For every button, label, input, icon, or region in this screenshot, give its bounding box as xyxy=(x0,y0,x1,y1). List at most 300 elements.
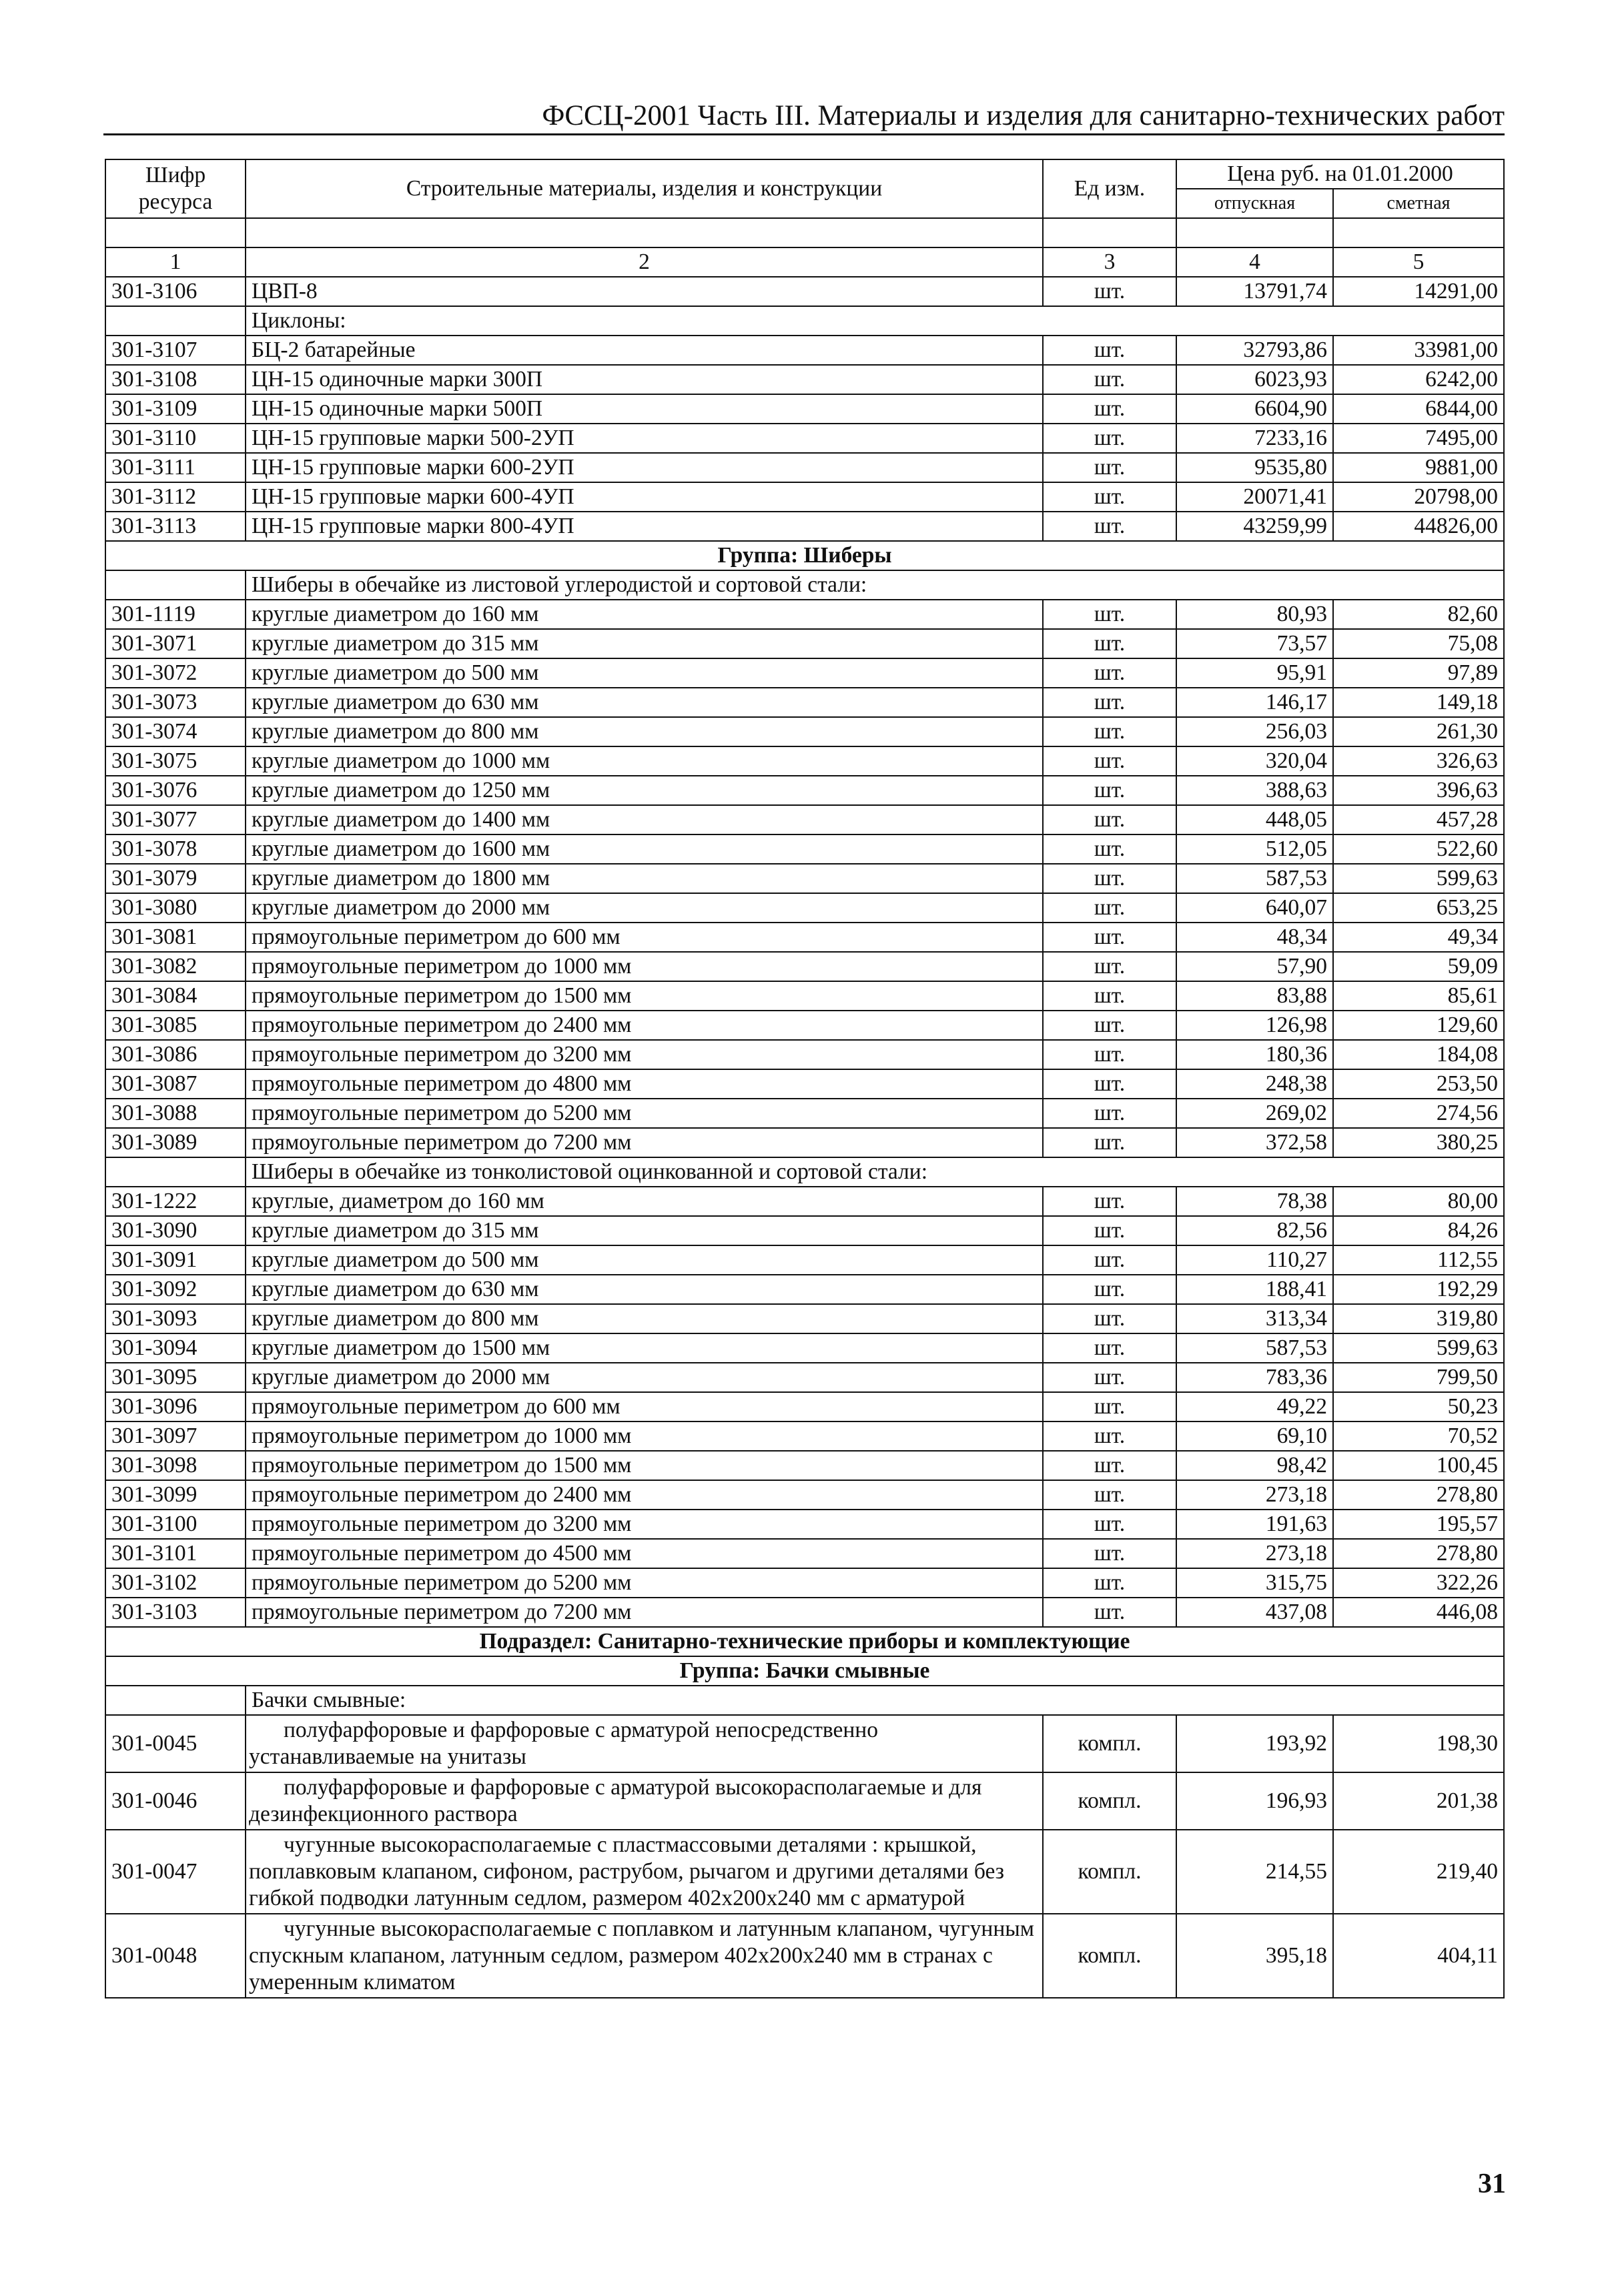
material-name: круглые диаметром до 630 мм xyxy=(246,1275,1043,1304)
resource-code: 301-3074 xyxy=(105,717,246,746)
price-estimate: 253,50 xyxy=(1333,1069,1504,1099)
resource-code: 301-3088 xyxy=(105,1099,246,1128)
resource-code: 301-3108 xyxy=(105,365,246,394)
table-row xyxy=(105,1011,1504,1040)
price-estimate: 326,63 xyxy=(1333,746,1504,776)
column-numbers-row xyxy=(105,247,1504,277)
price-release: 20071,41 xyxy=(1176,482,1333,512)
empty-cell xyxy=(105,570,246,600)
price-estimate: 50,23 xyxy=(1333,1392,1504,1421)
unit: шт. xyxy=(1043,365,1176,394)
section-title: Подраздел: Санитарно-технические приборы и комплектующие xyxy=(105,1627,1504,1656)
unit: шт. xyxy=(1043,923,1176,952)
material-name: круглые диаметром до 1800 мм xyxy=(246,864,1043,893)
header-name: Строительные материалы, изделия и конструкции xyxy=(246,159,1043,218)
table-row xyxy=(105,1304,1504,1333)
unit: шт. xyxy=(1043,482,1176,512)
unit: шт. xyxy=(1043,512,1176,541)
unit: шт. xyxy=(1043,1363,1176,1392)
unit: шт. xyxy=(1043,952,1176,981)
price-release: 9535,80 xyxy=(1176,453,1333,482)
material-name: прямоугольные периметром до 5200 мм xyxy=(246,1568,1043,1598)
price-estimate: 261,30 xyxy=(1333,717,1504,746)
group-title: Группа: Шиберы xyxy=(105,541,1504,570)
price-estimate: 84,26 xyxy=(1333,1216,1504,1245)
table-row xyxy=(105,746,1504,776)
material-name: круглые диаметром до 315 мм xyxy=(246,629,1043,658)
material-name: ЦН-15 групповые марки 800-4УП xyxy=(246,512,1043,541)
material-name: прямоугольные периметром до 1500 мм xyxy=(246,981,1043,1011)
unit: шт. xyxy=(1043,1598,1176,1627)
empty-cell xyxy=(105,306,246,336)
price-release: 320,04 xyxy=(1176,746,1333,776)
price-estimate: 70,52 xyxy=(1333,1421,1504,1451)
unit: шт. xyxy=(1043,1011,1176,1040)
resource-code: 301-3107 xyxy=(105,336,246,365)
material-name: круглые диаметром до 800 мм xyxy=(246,717,1043,746)
price-release: 57,90 xyxy=(1176,952,1333,981)
resource-code: 301-3101 xyxy=(105,1539,246,1568)
price-release: 7233,16 xyxy=(1176,424,1333,453)
header-code: Шифр ресурса xyxy=(105,159,246,218)
material-name: круглые, диаметром до 160 мм xyxy=(246,1187,1043,1216)
resource-code: 301-3100 xyxy=(105,1510,246,1539)
price-release: 193,92 xyxy=(1176,1715,1333,1772)
col-number: 4 xyxy=(1176,247,1333,277)
table-row xyxy=(105,1275,1504,1304)
price-estimate: 198,30 xyxy=(1333,1715,1504,1772)
resource-code: 301-3096 xyxy=(105,1392,246,1421)
resource-code: 301-1222 xyxy=(105,1187,246,1216)
price-release: 48,34 xyxy=(1176,923,1333,952)
material-name: круглые диаметром до 315 мм xyxy=(246,1216,1043,1245)
table-row xyxy=(105,600,1504,629)
price-estimate: 80,00 xyxy=(1333,1187,1504,1216)
header-price-group: Цена руб. на 01.01.2000 xyxy=(1176,159,1504,189)
material-name: ЦН-15 одиночные марки 300П xyxy=(246,365,1043,394)
unit: шт. xyxy=(1043,1275,1176,1304)
material-name: круглые диаметром до 500 мм xyxy=(246,1245,1043,1275)
resource-code: 301-0047 xyxy=(105,1830,246,1914)
table-row xyxy=(105,981,1504,1011)
resource-code: 301-3087 xyxy=(105,1069,246,1099)
price-release: 196,93 xyxy=(1176,1772,1333,1830)
table-row xyxy=(105,1568,1504,1598)
material-name: чугунные высокорасполагаемые с поплавком и латунным клапаном, чугунным спускным клапаном, латунным седлом, размером 402х200х240 мм в странах с умеренным климатом xyxy=(246,1914,1043,1998)
price-estimate: 112,55 xyxy=(1333,1245,1504,1275)
table-row xyxy=(105,1363,1504,1392)
price-release: 6023,93 xyxy=(1176,365,1333,394)
resource-code: 301-3089 xyxy=(105,1128,246,1157)
unit: шт. xyxy=(1043,893,1176,923)
material-name: прямоугольные периметром до 7200 мм xyxy=(246,1598,1043,1627)
table-row xyxy=(105,1187,1504,1216)
material-name: прямоугольные периметром до 3200 мм xyxy=(246,1510,1043,1539)
unit: шт. xyxy=(1043,1099,1176,1128)
price-estimate: 522,60 xyxy=(1333,834,1504,864)
unit: шт. xyxy=(1043,453,1176,482)
material-name: круглые диаметром до 1500 мм xyxy=(246,1333,1043,1363)
price-estimate: 59,09 xyxy=(1333,952,1504,981)
unit: шт. xyxy=(1043,1568,1176,1598)
price-estimate: 82,60 xyxy=(1333,600,1504,629)
price-release: 512,05 xyxy=(1176,834,1333,864)
price-estimate: 44826,00 xyxy=(1333,512,1504,541)
subheading: Бачки смывные: xyxy=(246,1686,1504,1715)
table-row xyxy=(105,893,1504,923)
unit: шт. xyxy=(1043,1216,1176,1245)
subheading-row xyxy=(105,306,1504,336)
resource-code: 301-3077 xyxy=(105,805,246,834)
price-estimate: 85,61 xyxy=(1333,981,1504,1011)
table-row xyxy=(105,923,1504,952)
subheading: Циклоны: xyxy=(246,306,1504,336)
resource-code: 301-3080 xyxy=(105,893,246,923)
resource-code: 301-0045 xyxy=(105,1715,246,1772)
price-release: 180,36 xyxy=(1176,1040,1333,1069)
price-estimate: 184,08 xyxy=(1333,1040,1504,1069)
resource-code: 301-3075 xyxy=(105,746,246,776)
price-release: 188,41 xyxy=(1176,1275,1333,1304)
unit: шт. xyxy=(1043,336,1176,365)
price-release: 80,93 xyxy=(1176,600,1333,629)
table-row xyxy=(105,453,1504,482)
unit: шт. xyxy=(1043,1187,1176,1216)
unit: шт. xyxy=(1043,717,1176,746)
price-estimate: 49,34 xyxy=(1333,923,1504,952)
price-estimate: 278,80 xyxy=(1333,1480,1504,1510)
material-name: круглые диаметром до 500 мм xyxy=(246,658,1043,688)
price-estimate: 97,89 xyxy=(1333,658,1504,688)
material-name: прямоугольные периметром до 5200 мм xyxy=(246,1099,1043,1128)
unit: компл. xyxy=(1043,1914,1176,1998)
section-row xyxy=(105,1627,1504,1656)
table-row xyxy=(105,1245,1504,1275)
resource-code: 301-3110 xyxy=(105,424,246,453)
price-estimate: 195,57 xyxy=(1333,1510,1504,1539)
table-row xyxy=(105,277,1504,306)
unit: шт. xyxy=(1043,424,1176,453)
resource-code: 301-3111 xyxy=(105,453,246,482)
price-estimate: 129,60 xyxy=(1333,1011,1504,1040)
material-name: круглые диаметром до 800 мм xyxy=(246,1304,1043,1333)
material-name: круглые диаметром до 160 мм xyxy=(246,600,1043,629)
material-name: БЦ-2 батарейные xyxy=(246,336,1043,365)
material-name: прямоугольные периметром до 2400 мм xyxy=(246,1480,1043,1510)
resource-code: 301-3095 xyxy=(105,1363,246,1392)
unit: шт. xyxy=(1043,1128,1176,1157)
resource-code: 301-3099 xyxy=(105,1480,246,1510)
price-estimate: 14291,00 xyxy=(1333,277,1504,306)
price-estimate: 6242,00 xyxy=(1333,365,1504,394)
table-row xyxy=(105,688,1504,717)
price-estimate: 599,63 xyxy=(1333,1333,1504,1363)
unit: компл. xyxy=(1043,1830,1176,1914)
price-release: 315,75 xyxy=(1176,1568,1333,1598)
price-release: 78,38 xyxy=(1176,1187,1333,1216)
table-row xyxy=(105,1040,1504,1069)
material-name: круглые диаметром до 1000 мм xyxy=(246,746,1043,776)
material-name: прямоугольные периметром до 600 мм xyxy=(246,923,1043,952)
price-release: 32793,86 xyxy=(1176,336,1333,365)
price-release: 448,05 xyxy=(1176,805,1333,834)
col-number: 5 xyxy=(1333,247,1504,277)
table-row xyxy=(105,834,1504,864)
unit: шт. xyxy=(1043,1392,1176,1421)
price-release: 82,56 xyxy=(1176,1216,1333,1245)
price-release: 191,63 xyxy=(1176,1510,1333,1539)
table-row xyxy=(105,1772,1504,1830)
subheading-row xyxy=(105,570,1504,600)
price-release: 13791,74 xyxy=(1176,277,1333,306)
material-name: полуфарфоровые и фарфоровые с арматурой непосредственно устанавливаемые на унитазы xyxy=(246,1715,1043,1772)
resource-code: 301-3079 xyxy=(105,864,246,893)
price-table xyxy=(105,159,1505,1998)
price-estimate: 457,28 xyxy=(1333,805,1504,834)
resource-code: 301-3102 xyxy=(105,1568,246,1598)
unit: шт. xyxy=(1043,1333,1176,1363)
price-table-body xyxy=(105,159,1504,1998)
price-estimate: 319,80 xyxy=(1333,1304,1504,1333)
resource-code: 301-3106 xyxy=(105,277,246,306)
resource-code: 301-3072 xyxy=(105,658,246,688)
price-release: 69,10 xyxy=(1176,1421,1333,1451)
price-estimate: 274,56 xyxy=(1333,1099,1504,1128)
material-name: прямоугольные периметром до 3200 мм xyxy=(246,1040,1043,1069)
resource-code: 301-3076 xyxy=(105,776,246,805)
subheading-row xyxy=(105,1686,1504,1715)
table-row xyxy=(105,805,1504,834)
empty-cell xyxy=(105,1686,246,1715)
price-estimate: 380,25 xyxy=(1333,1128,1504,1157)
unit: шт. xyxy=(1043,1040,1176,1069)
header-unit: Ед изм. xyxy=(1043,159,1176,218)
price-release: 95,91 xyxy=(1176,658,1333,688)
price-estimate: 6844,00 xyxy=(1333,394,1504,424)
price-release: 372,58 xyxy=(1176,1128,1333,1157)
table-row xyxy=(105,336,1504,365)
price-release: 437,08 xyxy=(1176,1598,1333,1627)
table-row xyxy=(105,1715,1504,1772)
table-row xyxy=(105,482,1504,512)
resource-code: 301-3093 xyxy=(105,1304,246,1333)
table-row xyxy=(105,717,1504,746)
price-release: 98,42 xyxy=(1176,1451,1333,1480)
material-name: прямоугольные периметром до 1000 мм xyxy=(246,952,1043,981)
price-release: 146,17 xyxy=(1176,688,1333,717)
unit: шт. xyxy=(1043,834,1176,864)
material-name: чугунные высокорасполагаемые с пластмассовыми деталями : крышкой, поплавковым клапаном, сифоном, раструбом, рычагом и другими деталями без гибкой подводки латунным седлом, размером 402х200х240 мм с арматурой xyxy=(246,1830,1043,1914)
table-row xyxy=(105,1421,1504,1451)
price-release: 395,18 xyxy=(1176,1914,1333,1998)
page-header xyxy=(103,100,1505,135)
unit: шт. xyxy=(1043,1069,1176,1099)
resource-code: 301-3094 xyxy=(105,1333,246,1363)
resource-code: 301-3084 xyxy=(105,981,246,1011)
material-name: круглые диаметром до 1250 мм xyxy=(246,776,1043,805)
material-name: ЦН-15 групповые марки 500-2УП xyxy=(246,424,1043,453)
subheading-row xyxy=(105,1157,1504,1187)
unit: шт. xyxy=(1043,864,1176,893)
resource-code: 301-3112 xyxy=(105,482,246,512)
price-estimate: 404,11 xyxy=(1333,1914,1504,1998)
price-estimate: 201,38 xyxy=(1333,1772,1504,1830)
table-row xyxy=(105,1914,1504,1998)
price-estimate: 396,63 xyxy=(1333,776,1504,805)
price-release: 83,88 xyxy=(1176,981,1333,1011)
table-row xyxy=(105,1598,1504,1627)
header-price1: отпускная xyxy=(1176,189,1333,218)
unit: шт. xyxy=(1043,746,1176,776)
unit: шт. xyxy=(1043,981,1176,1011)
unit: шт. xyxy=(1043,1304,1176,1333)
price-estimate: 7495,00 xyxy=(1333,424,1504,453)
table-row xyxy=(105,365,1504,394)
unit: шт. xyxy=(1043,658,1176,688)
price-estimate: 100,45 xyxy=(1333,1451,1504,1480)
resource-code: 301-3086 xyxy=(105,1040,246,1069)
resource-code: 301-3098 xyxy=(105,1451,246,1480)
table-row xyxy=(105,952,1504,981)
unit: шт. xyxy=(1043,1245,1176,1275)
price-release: 313,34 xyxy=(1176,1304,1333,1333)
unit: компл. xyxy=(1043,1715,1176,1772)
resource-code: 301-0046 xyxy=(105,1772,246,1830)
unit: шт. xyxy=(1043,629,1176,658)
price-release: 273,18 xyxy=(1176,1480,1333,1510)
subheading: Шиберы в обечайке из тонколистовой оцинкованной и сортовой стали: xyxy=(246,1157,1504,1187)
resource-code: 301-3109 xyxy=(105,394,246,424)
empty-cell xyxy=(105,1157,246,1187)
price-estimate: 33981,00 xyxy=(1333,336,1504,365)
resource-code: 301-3073 xyxy=(105,688,246,717)
price-estimate: 149,18 xyxy=(1333,688,1504,717)
material-name: круглые диаметром до 1600 мм xyxy=(246,834,1043,864)
price-release: 273,18 xyxy=(1176,1539,1333,1568)
material-name: полуфарфоровые и фарфоровые с арматурой высокорасполагаемые и для дезинфекционного раствора xyxy=(246,1772,1043,1830)
material-name: ЦН-15 групповые марки 600-2УП xyxy=(246,453,1043,482)
material-name: круглые диаметром до 2000 мм xyxy=(246,1363,1043,1392)
page-number: 31 xyxy=(1478,2169,1506,2199)
price-estimate: 653,25 xyxy=(1333,893,1504,923)
resource-code: 301-3097 xyxy=(105,1421,246,1451)
price-release: 49,22 xyxy=(1176,1392,1333,1421)
table-row xyxy=(105,1216,1504,1245)
col-number: 1 xyxy=(105,247,246,277)
group-row xyxy=(105,1656,1504,1686)
unit: шт. xyxy=(1043,1451,1176,1480)
table-row xyxy=(105,1333,1504,1363)
unit: шт. xyxy=(1043,1421,1176,1451)
price-release: 73,57 xyxy=(1176,629,1333,658)
unit: компл. xyxy=(1043,1772,1176,1830)
group-title: Группа: Бачки смывные xyxy=(105,1656,1504,1686)
unit: шт. xyxy=(1043,1510,1176,1539)
table-row xyxy=(105,1539,1504,1568)
unit: шт. xyxy=(1043,277,1176,306)
material-name: круглые диаметром до 1400 мм xyxy=(246,805,1043,834)
price-release: 256,03 xyxy=(1176,717,1333,746)
header-title: ФССЦ-2001 Часть III. Материалы и изделия для санитарно-технических работ xyxy=(542,100,1505,131)
table-row xyxy=(105,1451,1504,1480)
unit: шт. xyxy=(1043,1539,1176,1568)
material-name: круглые диаметром до 630 мм xyxy=(246,688,1043,717)
table-row xyxy=(105,629,1504,658)
price-estimate: 799,50 xyxy=(1333,1363,1504,1392)
table-row xyxy=(105,658,1504,688)
unit: шт. xyxy=(1043,688,1176,717)
unit: шт. xyxy=(1043,776,1176,805)
material-name: прямоугольные периметром до 4800 мм xyxy=(246,1069,1043,1099)
table-row xyxy=(105,1099,1504,1128)
table-header-row xyxy=(105,159,1504,189)
resource-code: 301-3113 xyxy=(105,512,246,541)
resource-code: 301-3092 xyxy=(105,1275,246,1304)
col-number: 3 xyxy=(1043,247,1176,277)
table-row xyxy=(105,424,1504,453)
price-release: 587,53 xyxy=(1176,1333,1333,1363)
price-estimate: 75,08 xyxy=(1333,629,1504,658)
resource-code: 301-3081 xyxy=(105,923,246,952)
table-row xyxy=(105,394,1504,424)
table-row xyxy=(105,1830,1504,1914)
price-estimate: 219,40 xyxy=(1333,1830,1504,1914)
material-name: ЦВП-8 xyxy=(246,277,1043,306)
resource-code: 301-1119 xyxy=(105,600,246,629)
price-estimate: 20798,00 xyxy=(1333,482,1504,512)
table-row xyxy=(105,864,1504,893)
resource-code: 301-3103 xyxy=(105,1598,246,1627)
unit: шт. xyxy=(1043,1480,1176,1510)
table-row xyxy=(105,776,1504,805)
price-release: 248,38 xyxy=(1176,1069,1333,1099)
resource-code: 301-3091 xyxy=(105,1245,246,1275)
unit: шт. xyxy=(1043,394,1176,424)
price-release: 126,98 xyxy=(1176,1011,1333,1040)
price-release: 43259,99 xyxy=(1176,512,1333,541)
price-release: 214,55 xyxy=(1176,1830,1333,1914)
header-price2: сметная xyxy=(1333,189,1504,218)
price-estimate: 192,29 xyxy=(1333,1275,1504,1304)
price-estimate: 322,26 xyxy=(1333,1568,1504,1598)
table-row xyxy=(105,1510,1504,1539)
price-release: 587,53 xyxy=(1176,864,1333,893)
material-name: круглые диаметром до 2000 мм xyxy=(246,893,1043,923)
resource-code: 301-3090 xyxy=(105,1216,246,1245)
table-row xyxy=(105,512,1504,541)
price-estimate: 599,63 xyxy=(1333,864,1504,893)
price-release: 110,27 xyxy=(1176,1245,1333,1275)
material-name: прямоугольные периметром до 7200 мм xyxy=(246,1128,1043,1157)
material-name: ЦН-15 одиночные марки 500П xyxy=(246,394,1043,424)
resource-code: 301-3071 xyxy=(105,629,246,658)
price-estimate: 278,80 xyxy=(1333,1539,1504,1568)
material-name: прямоугольные периметром до 1000 мм xyxy=(246,1421,1043,1451)
subheading: Шиберы в обечайке из листовой углеродистой и сортовой стали: xyxy=(246,570,1504,600)
material-name: прямоугольные периметром до 1500 мм xyxy=(246,1451,1043,1480)
material-name: прямоугольные периметром до 600 мм xyxy=(246,1392,1043,1421)
material-name: прямоугольные периметром до 4500 мм xyxy=(246,1539,1043,1568)
price-release: 388,63 xyxy=(1176,776,1333,805)
price-estimate: 9881,00 xyxy=(1333,453,1504,482)
price-release: 269,02 xyxy=(1176,1099,1333,1128)
price-release: 783,36 xyxy=(1176,1363,1333,1392)
resource-code: 301-3085 xyxy=(105,1011,246,1040)
price-estimate: 446,08 xyxy=(1333,1598,1504,1627)
material-name: ЦН-15 групповые марки 600-4УП xyxy=(246,482,1043,512)
table-row xyxy=(105,1480,1504,1510)
resource-code: 301-3082 xyxy=(105,952,246,981)
